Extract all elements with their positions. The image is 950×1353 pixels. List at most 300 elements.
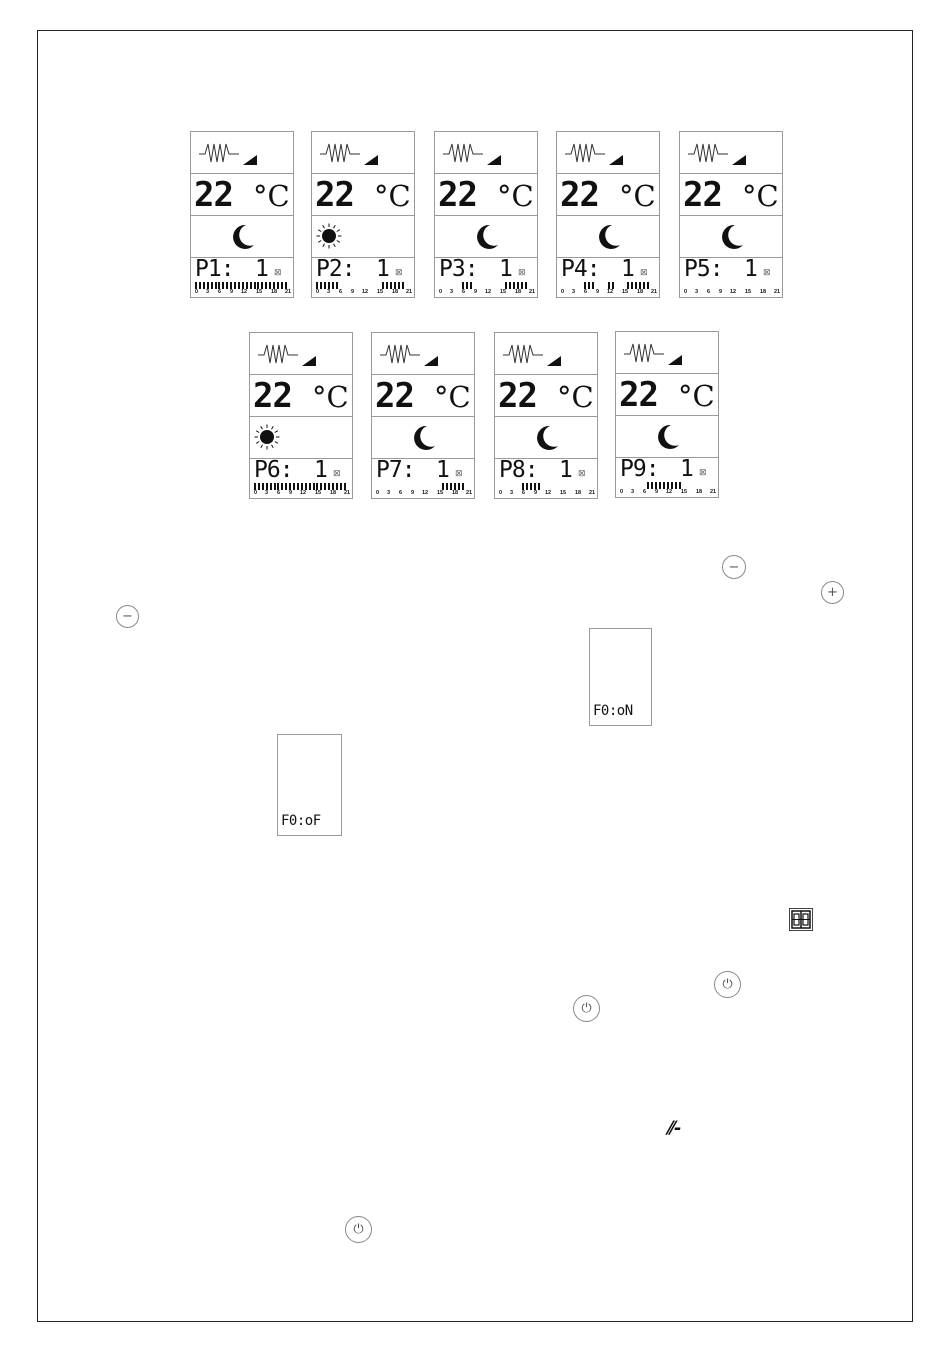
hour-bar <box>274 483 276 490</box>
hour-bar <box>320 483 322 490</box>
time-axis <box>561 289 657 297</box>
time-tick: 3 <box>510 490 514 496</box>
power-button[interactable]: ⏻ <box>573 995 600 1022</box>
hour-bar <box>663 482 665 489</box>
time-tick: 3 <box>387 490 391 496</box>
time-tick: 12 <box>241 289 248 295</box>
signal-icon <box>302 353 316 371</box>
lcd-status-row <box>372 333 474 375</box>
lcd-status-row <box>680 132 782 174</box>
moon-icon <box>535 425 559 456</box>
hour-bar <box>382 282 384 289</box>
plus-button[interactable]: + <box>821 581 844 604</box>
hour-bar <box>386 282 388 289</box>
temperature-value: 22 <box>560 175 599 215</box>
hour-bar <box>651 482 653 489</box>
heating-wave-icon <box>624 340 664 371</box>
hour-bar <box>655 482 657 489</box>
time-tick: 12 <box>485 289 492 295</box>
temperature-unit: °C <box>557 380 594 414</box>
time-axis <box>620 489 716 497</box>
lcd-mode-row <box>250 417 352 459</box>
temperature-unit: °C <box>619 179 656 213</box>
time-tick: 0 <box>254 490 258 496</box>
lcd-temperature-row <box>495 375 597 417</box>
program-display-p9 <box>615 331 719 498</box>
signal-icon <box>487 152 501 170</box>
time-tick: 6 <box>399 490 403 496</box>
time-axis <box>376 490 472 498</box>
heating-wave-icon <box>380 341 420 372</box>
moon-icon <box>475 224 499 255</box>
hour-bar <box>592 282 594 289</box>
time-tick: 6 <box>643 489 647 495</box>
time-tick: 6 <box>707 289 711 295</box>
hour-bar <box>269 282 271 289</box>
program-display-p5 <box>679 131 783 298</box>
moon-icon <box>597 224 621 255</box>
sun-icon <box>316 223 342 254</box>
lcd-mode-row <box>616 416 718 458</box>
time-tick: 9 <box>719 289 723 295</box>
hour-bar <box>627 282 629 289</box>
hour-bar <box>309 483 311 490</box>
lcd-temperature-row <box>250 375 352 417</box>
f0-on-text: F0:oN <box>593 703 633 719</box>
f0-off-text: F0:oF <box>281 813 321 829</box>
hour-bar <box>446 483 448 490</box>
lcd-program-row <box>372 459 474 500</box>
time-tick: 21 <box>651 289 658 295</box>
hour-bar <box>454 483 456 490</box>
hour-bar <box>442 483 444 490</box>
antifreeze-icon: ⊠ <box>699 467 707 477</box>
hour-bar <box>647 282 649 289</box>
program-value: 1 <box>314 457 328 483</box>
signal-icon <box>243 152 257 170</box>
temperature-unit: °C <box>742 179 779 213</box>
hour-bar <box>277 483 279 490</box>
sun-icon <box>254 424 280 455</box>
hour-bar <box>324 282 326 289</box>
hour-bar <box>470 282 472 289</box>
program-display-p8 <box>494 332 598 499</box>
hour-bar <box>230 282 232 289</box>
lcd-mode-row <box>495 417 597 459</box>
program-value: 1 <box>559 457 573 483</box>
program-value: 1 <box>255 256 269 282</box>
time-tick: 3 <box>327 289 331 295</box>
time-axis <box>254 490 350 498</box>
hour-bar <box>297 483 299 490</box>
time-tick: 9 <box>351 289 355 295</box>
signal-icon <box>732 152 746 170</box>
hour-bar <box>254 483 256 490</box>
hour-bar <box>273 282 275 289</box>
hour-bar <box>332 282 334 289</box>
hour-bar <box>462 483 464 490</box>
time-tick: 12 <box>666 489 673 495</box>
lcd-status-row <box>495 333 597 375</box>
hour-bar <box>316 282 318 289</box>
time-tick: 15 <box>745 289 752 295</box>
hour-bar <box>281 282 283 289</box>
time-tick: 15 <box>500 289 507 295</box>
time-axis <box>499 490 595 498</box>
hour-bar <box>659 482 661 489</box>
hour-bar <box>250 282 252 289</box>
lcd-program-row <box>250 459 352 500</box>
hour-bar <box>675 482 677 489</box>
hour-bar <box>261 282 263 289</box>
hour-bar <box>643 282 645 289</box>
minus-button[interactable]: − <box>722 555 746 579</box>
time-tick: 0 <box>376 490 380 496</box>
lcd-status-row <box>557 132 659 174</box>
lcd-status-row <box>616 332 718 374</box>
hour-bar <box>246 282 248 289</box>
time-tick: 15 <box>437 490 444 496</box>
hour-bar <box>320 282 322 289</box>
program-display-p3 <box>434 131 538 298</box>
hour-bar <box>344 483 346 490</box>
program-label: P1: <box>195 256 234 282</box>
time-tick: 15 <box>622 289 629 295</box>
temperature-value: 22 <box>498 376 537 416</box>
hour-bar <box>195 282 197 289</box>
time-tick: 21 <box>774 289 781 295</box>
heating-wave-icon <box>320 140 360 171</box>
hour-bar <box>285 483 287 490</box>
hour-bars <box>316 282 410 289</box>
antifreeze-icon: ⊠ <box>518 267 526 277</box>
power-button[interactable]: ⏻ <box>714 971 741 998</box>
hour-bar <box>402 282 404 289</box>
hour-bar <box>612 282 614 289</box>
temperature-value: 22 <box>683 175 722 215</box>
time-tick: 6 <box>218 289 222 295</box>
time-tick: 9 <box>596 289 600 295</box>
moon-icon <box>231 224 255 255</box>
hour-bar <box>254 282 256 289</box>
hour-bar <box>238 282 240 289</box>
hour-bar <box>671 482 673 489</box>
hour-bar <box>667 482 669 489</box>
hour-bar <box>608 282 610 289</box>
hour-bar <box>647 482 649 489</box>
program-value: 1 <box>499 256 513 282</box>
hour-bar <box>215 282 217 289</box>
hour-bar <box>450 483 452 490</box>
hour-bar <box>513 282 515 289</box>
time-axis <box>195 289 291 297</box>
hour-bar <box>293 483 295 490</box>
time-tick: 3 <box>695 289 699 295</box>
hour-bar <box>631 282 633 289</box>
time-tick: 18 <box>637 289 644 295</box>
program-display-p4 <box>556 131 660 298</box>
antifreeze-icon: ⊠ <box>274 267 282 277</box>
program-display-p6 <box>249 332 353 499</box>
program-display-p1 <box>190 131 294 298</box>
signal-icon <box>668 352 682 370</box>
time-tick: 18 <box>330 490 337 496</box>
program-label: P7: <box>376 457 415 483</box>
program-label: P9: <box>620 456 659 482</box>
hour-bar <box>538 483 540 490</box>
program-label: P4: <box>561 256 600 282</box>
hour-bar <box>258 483 260 490</box>
time-tick: 9 <box>534 490 538 496</box>
time-tick: 0 <box>684 289 688 295</box>
program-value: 1 <box>376 256 390 282</box>
antifreeze-icon: ⊠ <box>640 267 648 277</box>
time-tick: 12 <box>545 490 552 496</box>
time-tick: 0 <box>499 490 503 496</box>
time-tick: 9 <box>289 490 293 496</box>
time-tick: 18 <box>515 289 522 295</box>
hour-bar <box>509 282 511 289</box>
temperature-value: 22 <box>619 375 658 415</box>
hour-bar <box>588 282 590 289</box>
time-tick: 21 <box>406 289 413 295</box>
temperature-value: 22 <box>253 376 292 416</box>
time-tick: 15 <box>256 289 263 295</box>
program-value: 1 <box>436 457 450 483</box>
hour-bar <box>639 282 641 289</box>
antifreeze-icon: ⊠ <box>333 468 341 478</box>
temperature-unit: °C <box>434 380 471 414</box>
program-label: P2: <box>316 256 355 282</box>
lcd-mode-row <box>312 216 414 258</box>
f0-on-display <box>589 628 652 726</box>
hour-bar <box>505 282 507 289</box>
hour-bar <box>679 482 681 489</box>
time-tick: 0 <box>195 289 199 295</box>
time-axis <box>684 289 780 297</box>
hour-bar <box>466 282 468 289</box>
time-tick: 18 <box>271 289 278 295</box>
hour-bars <box>620 482 714 489</box>
time-tick: 21 <box>710 489 717 495</box>
antifreeze-icon: ⊠ <box>763 267 771 277</box>
hour-bar <box>530 483 532 490</box>
antifreeze-icon: ⊠ <box>395 267 403 277</box>
moon-icon <box>656 424 680 455</box>
signal-icon <box>609 152 623 170</box>
time-tick: 21 <box>285 289 292 295</box>
hour-bar <box>313 483 315 490</box>
hour-bar <box>281 483 283 490</box>
lcd-temperature-row <box>616 374 718 416</box>
hash-icon: ⫽- <box>666 1118 682 1139</box>
heating-wave-icon <box>688 140 728 171</box>
hour-bar <box>336 282 338 289</box>
temperature-unit: °C <box>678 379 715 413</box>
hour-bar <box>328 483 330 490</box>
hour-bar <box>285 282 287 289</box>
time-tick: 15 <box>560 490 567 496</box>
temperature-unit: °C <box>312 380 349 414</box>
minus-button[interactable]: − <box>116 605 139 628</box>
temperature-value: 22 <box>375 376 414 416</box>
moon-icon <box>720 224 744 255</box>
time-tick: 18 <box>452 490 459 496</box>
heating-wave-icon <box>199 140 239 171</box>
hour-bar <box>635 282 637 289</box>
hour-bar <box>462 282 464 289</box>
hour-bar <box>242 282 244 289</box>
hour-bar <box>340 483 342 490</box>
signal-icon <box>364 152 378 170</box>
temperature-value: 22 <box>194 175 233 215</box>
hour-bars <box>376 483 470 490</box>
lcd-status-row <box>435 132 537 174</box>
time-tick: 3 <box>206 289 210 295</box>
hour-bar <box>289 483 291 490</box>
lcd-temperature-row <box>312 174 414 216</box>
power-button[interactable]: ⏻ <box>345 1216 372 1243</box>
program-display-p2 <box>311 131 415 298</box>
time-tick: 6 <box>339 289 343 295</box>
hour-bars <box>439 282 533 289</box>
time-tick: 15 <box>377 289 384 295</box>
time-tick: 18 <box>575 490 582 496</box>
time-tick: 18 <box>392 289 399 295</box>
hour-bars <box>684 282 778 289</box>
time-tick: 21 <box>589 490 596 496</box>
program-label: P5: <box>684 256 723 282</box>
hour-bar <box>526 483 528 490</box>
hour-bars <box>499 483 593 490</box>
hour-bar <box>234 282 236 289</box>
signal-icon <box>547 353 561 371</box>
lcd-mode-row <box>680 216 782 258</box>
hour-bar <box>584 282 586 289</box>
lcd-mode-row <box>191 216 293 258</box>
hour-bar <box>270 483 272 490</box>
f0-off-display <box>277 734 342 836</box>
time-tick: 12 <box>607 289 614 295</box>
program-value: 1 <box>680 456 694 482</box>
hour-bar <box>226 282 228 289</box>
hour-bar <box>222 282 224 289</box>
hour-bars <box>254 483 348 490</box>
program-value: 1 <box>621 256 635 282</box>
lcd-program-row <box>312 258 414 299</box>
time-tick: 15 <box>315 490 322 496</box>
time-tick: 9 <box>230 289 234 295</box>
temperature-value: 22 <box>315 175 354 215</box>
time-tick: 18 <box>760 289 767 295</box>
temperature-unit: °C <box>497 179 534 213</box>
hour-bar <box>398 282 400 289</box>
signal-icon <box>424 353 438 371</box>
hour-bar <box>257 282 259 289</box>
hour-bar <box>521 282 523 289</box>
antifreeze-icon: ⊠ <box>455 468 463 478</box>
time-tick: 0 <box>620 489 624 495</box>
program-label: P8: <box>499 457 538 483</box>
time-tick: 3 <box>572 289 576 295</box>
antifreeze-icon: ⊠ <box>578 468 586 478</box>
lcd-program-row <box>495 459 597 500</box>
lcd-program-row <box>680 258 782 299</box>
time-tick: 3 <box>450 289 454 295</box>
time-tick: 0 <box>316 289 320 295</box>
time-tick: 15 <box>681 489 688 495</box>
lcd-mode-row <box>372 417 474 459</box>
heating-wave-icon <box>565 140 605 171</box>
hour-bar <box>277 282 279 289</box>
program-value: 1 <box>744 256 758 282</box>
hour-bars <box>195 282 289 289</box>
program-label: P3: <box>439 256 478 282</box>
lcd-program-row <box>191 258 293 299</box>
hour-bar <box>301 483 303 490</box>
time-tick: 12 <box>300 490 307 496</box>
hour-bar <box>390 282 392 289</box>
heating-wave-icon <box>503 341 543 372</box>
hour-bar <box>199 282 201 289</box>
heating-wave-icon <box>443 140 483 171</box>
time-tick: 21 <box>529 289 536 295</box>
hour-bar <box>203 282 205 289</box>
hour-bar <box>336 483 338 490</box>
hour-bar <box>522 483 524 490</box>
time-axis <box>439 289 535 297</box>
hour-bar <box>266 483 268 490</box>
hour-bar <box>305 483 307 490</box>
hour-bar <box>262 483 264 490</box>
time-tick: 6 <box>462 289 466 295</box>
time-tick: 21 <box>466 490 473 496</box>
moon-icon <box>412 425 436 456</box>
lcd-program-row <box>435 258 537 299</box>
time-tick: 12 <box>422 490 429 496</box>
hour-bar <box>458 483 460 490</box>
hour-bar <box>324 483 326 490</box>
hour-bar <box>525 282 527 289</box>
program-label: P6: <box>254 457 293 483</box>
time-tick: 9 <box>474 289 478 295</box>
time-tick: 21 <box>344 490 351 496</box>
lcd-temperature-row <box>435 174 537 216</box>
time-axis <box>316 289 412 297</box>
lcd-program-row <box>557 258 659 299</box>
lcd-mode-row <box>557 216 659 258</box>
time-tick: 12 <box>730 289 737 295</box>
time-tick: 6 <box>584 289 588 295</box>
hour-bar <box>207 282 209 289</box>
hour-bar <box>534 483 536 490</box>
hour-bar <box>265 282 267 289</box>
time-tick: 0 <box>439 289 443 295</box>
hour-bar <box>211 282 213 289</box>
hour-bar <box>394 282 396 289</box>
time-tick: 3 <box>265 490 269 496</box>
lcd-temperature-row <box>191 174 293 216</box>
lcd-mode-row <box>435 216 537 258</box>
temperature-unit: °C <box>374 179 411 213</box>
hour-bars <box>561 282 655 289</box>
program-display-p7 <box>371 332 475 499</box>
time-tick: 0 <box>561 289 565 295</box>
temperature-unit: °C <box>253 179 290 213</box>
lcd-temperature-row <box>557 174 659 216</box>
time-tick: 18 <box>696 489 703 495</box>
hour-bar <box>517 282 519 289</box>
